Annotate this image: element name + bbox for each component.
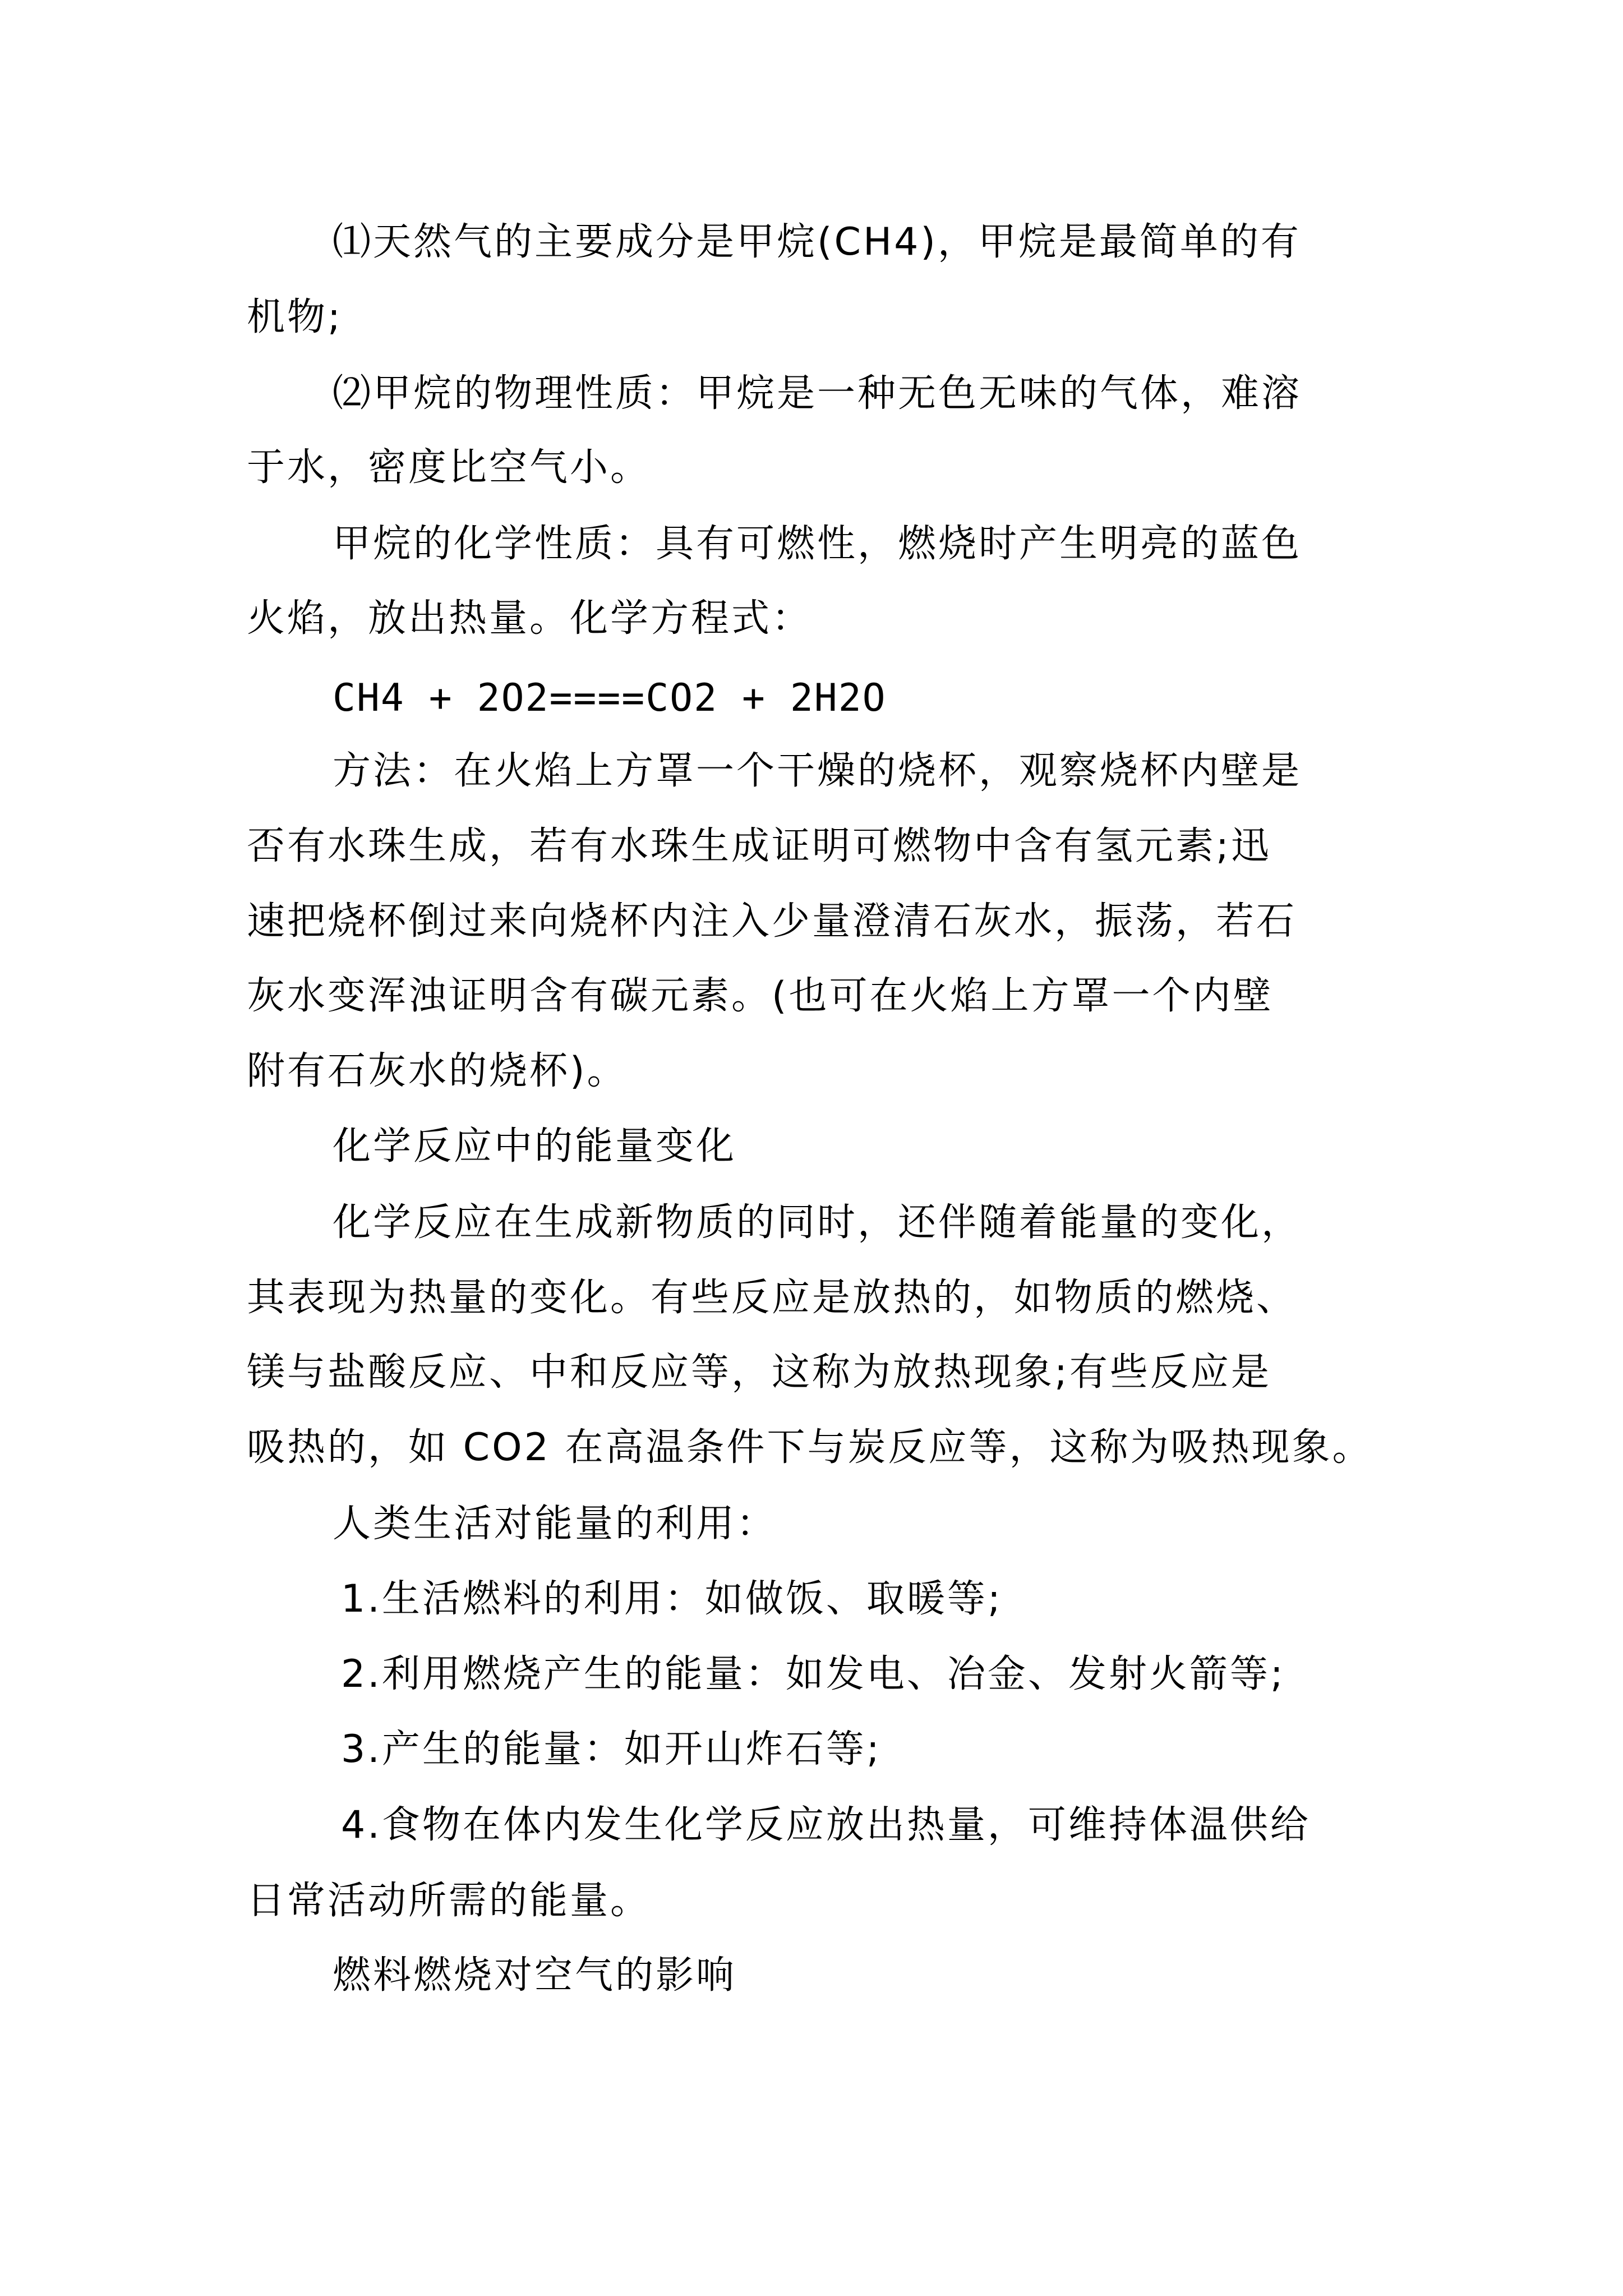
list-item-4-line-2: 日常活动所需的能量。 xyxy=(247,1879,651,1923)
list-item-1: 1.生活燃料的利用：如做饭、取暖等; xyxy=(341,1577,1003,1621)
section-heading-energy-change: 化学反应中的能量变化 xyxy=(333,1124,737,1168)
paragraph-natural-gas-line-1: ⑴天然气的主要成分是甲烷(CH4)，甲烷是最简单的有 xyxy=(333,220,1301,264)
paragraph-method-line-5: 附有石灰水的烧杯)。 xyxy=(247,1049,628,1093)
chemical-equation: CH4 + 2O2====CO2 + 2H2O xyxy=(333,676,887,720)
list-item-4-line-1: 4.食物在体内发生化学反应放出热量，可维持体温供给 xyxy=(341,1803,1311,1847)
list-item-2: 2.利用燃烧产生的能量：如发电、冶金、发射火箭等; xyxy=(341,1652,1285,1696)
section-heading-energy-use: 人类生活对能量的利用： xyxy=(333,1502,777,1546)
paragraph-method-line-2: 否有水珠生成，若有水珠生成证明可燃物中含有氢元素;迅 xyxy=(247,824,1271,868)
paragraph-method-line-3: 速把烧杯倒过来向烧杯内注入少量澄清石灰水，振荡，若石 xyxy=(247,899,1297,944)
paragraph-method-line-1: 方法：在火焰上方罩一个干燥的烧杯，观察烧杯内壁是 xyxy=(333,749,1302,793)
paragraph-energy-change-line-2: 其表现为热量的变化。有些反应是放热的，如物质的燃烧、 xyxy=(247,1276,1297,1320)
paragraph-method-line-4: 灰水变浑浊证明含有碳元素。(也可在火焰上方罩一个内壁 xyxy=(247,974,1274,1018)
list-item-3: 3.产生的能量：如开山炸石等; xyxy=(341,1727,882,1772)
paragraph-physical-properties-line-1: ⑵甲烷的物理性质：甲烷是一种无色无味的气体，难溶 xyxy=(333,371,1302,416)
section-heading-air-impact: 燃料燃烧对空气的影响 xyxy=(333,1953,737,1998)
paragraph-natural-gas-line-2: 机物; xyxy=(247,295,343,339)
paragraph-energy-change-line-4: 吸热的，如 CO2 在高温条件下与炭反应等，这称为吸热现象。 xyxy=(247,1425,1373,1470)
paragraph-physical-properties-line-2: 于水，密度比空气小。 xyxy=(247,445,651,490)
paragraph-energy-change-line-1: 化学反应在生成新物质的同时，还伴随着能量的变化， xyxy=(333,1200,1302,1245)
paragraph-chemical-properties-line-1: 甲烷的化学性质：具有可燃性，燃烧时产生明亮的蓝色 xyxy=(333,522,1302,566)
paragraph-energy-change-line-3: 镁与盐酸反应、中和反应等，这称为放热现象;有些反应是 xyxy=(247,1350,1271,1395)
paragraph-chemical-properties-line-2: 火焰，放出热量。化学方程式： xyxy=(247,596,813,641)
